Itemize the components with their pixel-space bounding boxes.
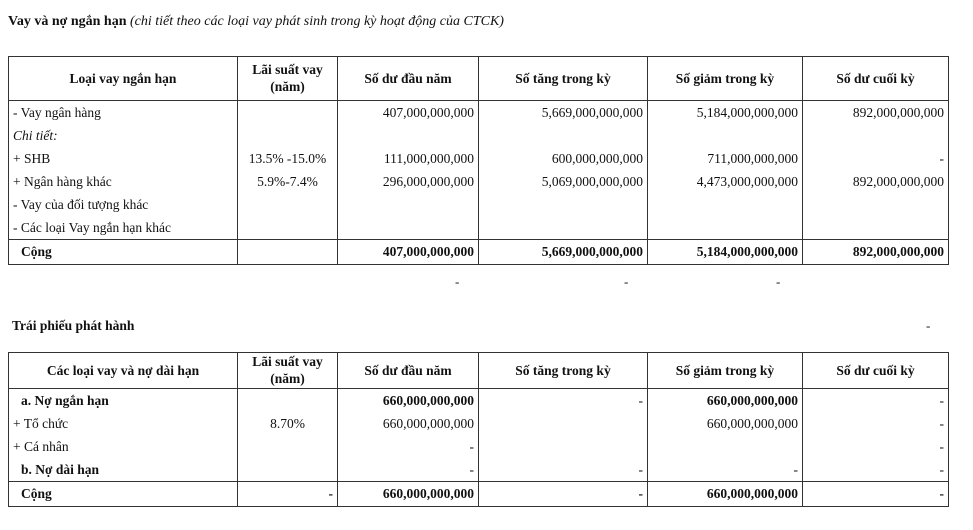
- cell-closing: -: [803, 458, 949, 482]
- table-row: [9, 147, 949, 170]
- cell-opening: [338, 124, 479, 147]
- cell-rate: [238, 124, 338, 147]
- total-rate: -: [238, 482, 338, 507]
- col-header-increase: Số tăng trong kỳ: [479, 57, 648, 101]
- cell-rate: 13.5% -15.0%: [238, 147, 338, 170]
- row-label: + Cá nhân: [9, 435, 238, 458]
- section-heading-bonds: Trái phiếu phát hành: [12, 318, 135, 333]
- cell-increase: [479, 193, 648, 216]
- cell-closing: -: [803, 435, 949, 458]
- table-row: [9, 389, 949, 413]
- cell-closing: [803, 216, 949, 240]
- cell-increase: 5,669,000,000,000: [479, 101, 648, 125]
- row-label: - Vay ngân hàng: [9, 101, 238, 125]
- table-row: [9, 458, 949, 482]
- cell-opening: -: [338, 435, 479, 458]
- total-decrease: 660,000,000,000: [648, 482, 803, 507]
- cell-closing: -: [803, 389, 949, 413]
- stray-dash-mark: -: [776, 274, 781, 289]
- cell-decrease: 4,473,000,000,000: [648, 170, 803, 193]
- cell-increase: 600,000,000,000: [479, 147, 648, 170]
- total-rate: [238, 240, 338, 265]
- cell-closing: [803, 124, 949, 147]
- short-term-loans-table: [8, 56, 949, 265]
- cell-decrease: 660,000,000,000: [648, 389, 803, 413]
- cell-opening: 660,000,000,000: [338, 389, 479, 413]
- cell-decrease: [648, 435, 803, 458]
- stray-dash-mark: -: [624, 274, 629, 289]
- cell-decrease: 660,000,000,000: [648, 412, 803, 435]
- cell-rate: [238, 458, 338, 482]
- cell-decrease: [648, 124, 803, 147]
- col-header-opening-balance: Số dư đầu năm: [338, 353, 479, 389]
- col-header-decrease: Số giảm trong kỳ: [648, 57, 803, 101]
- cell-decrease: -: [648, 458, 803, 482]
- section-heading-short-term-loans: [8, 14, 504, 30]
- cell-opening: 111,000,000,000: [338, 147, 479, 170]
- cell-opening: 296,000,000,000: [338, 170, 479, 193]
- heading-title: Vay và nợ ngắn hạn: [8, 14, 127, 29]
- cell-increase: [479, 412, 648, 435]
- cell-closing: 892,000,000,000: [803, 170, 949, 193]
- cell-decrease: 711,000,000,000: [648, 147, 803, 170]
- cell-increase: -: [479, 458, 648, 482]
- total-closing: 892,000,000,000: [803, 240, 949, 265]
- col-header-opening-balance: Số dư đầu năm: [338, 57, 479, 101]
- row-label: Chi tiết:: [9, 124, 238, 147]
- cell-rate: [238, 101, 338, 125]
- cell-rate: [238, 216, 338, 240]
- cell-rate: [238, 435, 338, 458]
- cell-opening: [338, 193, 479, 216]
- row-label: b. Nợ dài hạn: [9, 458, 238, 482]
- total-label: Cộng: [9, 482, 238, 507]
- col-header-interest-rate: Lãi suất vay (năm): [238, 353, 338, 389]
- cell-opening: 407,000,000,000: [338, 101, 479, 125]
- total-opening: 407,000,000,000: [338, 240, 479, 265]
- cell-rate: 5.9%-7.4%: [238, 170, 338, 193]
- row-label: + SHB: [9, 147, 238, 170]
- cell-rate: [238, 193, 338, 216]
- cell-decrease: [648, 216, 803, 240]
- cell-closing: [803, 193, 949, 216]
- col-header-loan-type: Các loại vay và nợ dài hạn: [9, 353, 238, 389]
- table-row: [9, 101, 949, 125]
- cell-closing: 892,000,000,000: [803, 101, 949, 125]
- cell-decrease: 5,184,000,000,000: [648, 101, 803, 125]
- col-header-loan-type: Loại vay ngắn hạn: [9, 57, 238, 101]
- cell-rate: [238, 389, 338, 413]
- col-header-closing-balance: Số dư cuối kỳ: [803, 57, 949, 101]
- stray-dash-mark: -: [926, 318, 931, 333]
- total-row: [9, 482, 949, 507]
- total-row: [9, 240, 949, 265]
- table-row: [9, 216, 949, 240]
- col-header-decrease: Số giảm trong kỳ: [648, 353, 803, 389]
- table-row: [9, 193, 949, 216]
- cell-increase: [479, 435, 648, 458]
- cell-opening: -: [338, 458, 479, 482]
- cell-increase: [479, 124, 648, 147]
- cell-rate: 8.70%: [238, 412, 338, 435]
- cell-increase: 5,069,000,000,000: [479, 170, 648, 193]
- row-label: - Vay của đối tượng khác: [9, 193, 238, 216]
- table-row: [9, 170, 949, 193]
- row-label: a. Nợ ngắn hạn: [9, 389, 238, 413]
- cell-decrease: [648, 193, 803, 216]
- col-header-interest-rate: Lãi suất vay (năm): [238, 57, 338, 101]
- cell-opening: [338, 216, 479, 240]
- total-increase: 5,669,000,000,000: [479, 240, 648, 265]
- cell-opening: 660,000,000,000: [338, 412, 479, 435]
- row-label: + Tổ chức: [9, 412, 238, 435]
- total-opening: 660,000,000,000: [338, 482, 479, 507]
- table-row: [9, 412, 949, 435]
- total-closing: -: [803, 482, 949, 507]
- stray-dash-mark: -: [455, 274, 460, 289]
- total-label: Cộng: [9, 240, 238, 265]
- row-label: - Các loại Vay ngắn hạn khác: [9, 216, 238, 240]
- total-decrease: 5,184,000,000,000: [648, 240, 803, 265]
- total-increase: -: [479, 482, 648, 507]
- table-row: [9, 124, 949, 147]
- cell-increase: -: [479, 389, 648, 413]
- col-header-increase: Số tăng trong kỳ: [479, 353, 648, 389]
- row-label: + Ngân hàng khác: [9, 170, 238, 193]
- cell-increase: [479, 216, 648, 240]
- heading-subtitle: (chi tiết theo các loại vay phát sinh trong kỳ hoạt động của CTCK): [130, 14, 504, 29]
- cell-closing: -: [803, 147, 949, 170]
- cell-closing: -: [803, 412, 949, 435]
- col-header-closing-balance: Số dư cuối kỳ: [803, 353, 949, 389]
- table-row: [9, 435, 949, 458]
- long-term-loans-table: [8, 352, 949, 507]
